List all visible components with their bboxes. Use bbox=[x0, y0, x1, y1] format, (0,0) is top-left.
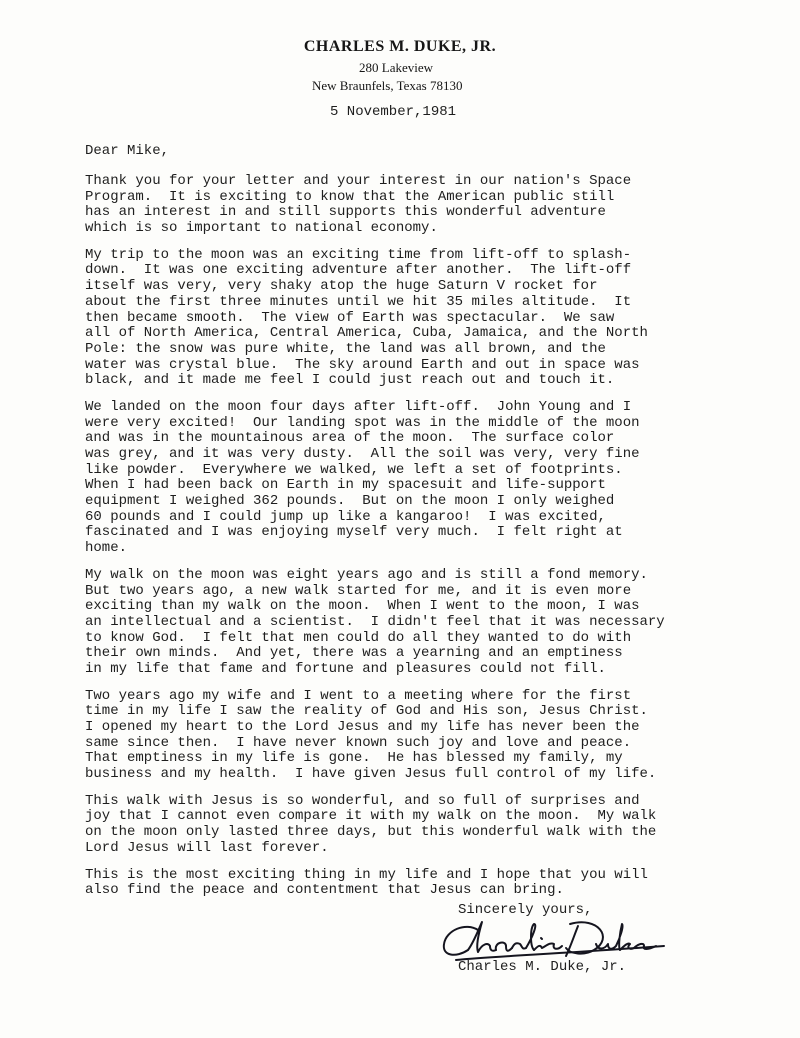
text-line: an intellectual and a scientist. I didn't feel that it was necessary bbox=[85, 613, 665, 630]
paragraph bbox=[85, 794, 785, 857]
text-line: My trip to the moon was an exciting time from lift-off to splash- bbox=[85, 246, 632, 263]
text-line: fascinated and I was enjoying myself very much. I felt right at bbox=[85, 524, 623, 541]
signer-name: Charles M. Duke, Jr. bbox=[458, 959, 627, 975]
letter-body bbox=[85, 174, 785, 910]
text-line: down. It was one exciting adventure after another. The lift-off bbox=[85, 262, 632, 279]
letter-date: 5 November,1981 bbox=[330, 104, 457, 120]
text-line: joy that I cannot even compare it with my walk on the moon. My walk bbox=[85, 808, 657, 825]
text-line: Thank you for your letter and your interest in our nation's Space bbox=[85, 173, 632, 189]
text-line: was grey, and it was very dusty. All the soil was very, very fine bbox=[85, 446, 640, 462]
text-line: water was crystal blue. The sky around Earth and out in space was bbox=[85, 356, 640, 373]
text-line: which is so important to national economy. bbox=[85, 220, 438, 237]
text-line: This is the most exciting thing in my life and I hope that you will bbox=[85, 866, 648, 883]
salutation: Dear Mike, bbox=[85, 143, 170, 159]
text-line: time in my life I saw the reality of God and His son, Jesus Christ. bbox=[85, 703, 648, 720]
text-line: I opened my heart to the Lord Jesus and my life has never been the bbox=[85, 719, 640, 735]
paragraph bbox=[85, 568, 785, 678]
text-line: That emptiness in my life is gone. He has blessed my family, my bbox=[85, 750, 623, 767]
paragraph bbox=[85, 248, 785, 389]
text-line: black, and it made me feel I could just reach out and touch it. bbox=[85, 372, 615, 389]
paragraph bbox=[85, 174, 785, 237]
text-line: their own minds. And yet, there was a yearning and an emptiness bbox=[85, 645, 623, 662]
text-line: Two years ago my wife and I went to a meeting where for the first bbox=[85, 687, 632, 704]
text-line: all of North America, Central America, Cuba, Jamaica, and the North bbox=[85, 325, 648, 342]
text-line: also find the peace and contentment that Jesus can bring. bbox=[85, 882, 564, 899]
text-line: about the first three minutes until we hit 35 miles altitude. It bbox=[85, 293, 632, 310]
text-line: But two years ago, a new walk started for me, and it is even more bbox=[85, 582, 632, 599]
paragraph bbox=[85, 868, 785, 899]
text-line: We landed on the moon four days after lift-off. John Young and I bbox=[85, 398, 632, 415]
text-line: This walk with Jesus is so wonderful, and so full of surprises and bbox=[85, 792, 640, 809]
paragraph bbox=[85, 689, 785, 783]
text-line: Program. It is exciting to know that the American public still bbox=[85, 188, 615, 205]
text-line: home. bbox=[85, 540, 128, 557]
text-line: equipment I weighed 362 pounds. But on the moon I only weighed bbox=[85, 493, 615, 510]
text-line: in my life that fame and fortune and pleasures could not fill. bbox=[85, 660, 606, 677]
text-line: Lord Jesus will last forever. bbox=[85, 839, 329, 856]
text-line: My walk on the moon was eight years ago and is still a fond memory. bbox=[85, 566, 648, 583]
text-line: and was in the mountainous area of the moon. The surface color bbox=[85, 430, 615, 447]
text-line: exciting than my walk on the moon. When I went to the moon, I was bbox=[85, 598, 640, 615]
letterhead-city: New Braunfels, Texas 78130 bbox=[312, 78, 463, 93]
text-line: then became smooth. The view of Earth was spectacular. We saw bbox=[85, 309, 615, 326]
letterhead-street: 280 Lakeview bbox=[359, 60, 434, 75]
text-line: 60 pounds and I could jump up like a kangaroo! I was excited, bbox=[85, 508, 606, 525]
text-line: same since then. I have never known such joy and love and peace. bbox=[85, 734, 632, 751]
text-line: has an interest in and still supports this wonderful adventure bbox=[85, 204, 606, 221]
text-line: Pole: the snow was pure white, the land was all brown, and the bbox=[85, 340, 606, 357]
paragraph bbox=[85, 400, 785, 557]
text-line: were very excited! Our landing spot was in the middle of the moon bbox=[85, 414, 640, 431]
text-line: on the moon only lasted three days, but this wonderful walk with the bbox=[85, 824, 657, 841]
closing: Sincerely yours, bbox=[458, 902, 593, 918]
letterhead-name: CHARLES M. DUKE, JR. bbox=[303, 38, 497, 55]
text-line: to know God. I felt that men could do all they wanted to do with bbox=[85, 629, 632, 646]
text-line: business and my health. I have given Jesus full control of my life. bbox=[85, 766, 657, 783]
text-line: like powder. Everywhere we walked, we left a set of footprints. bbox=[85, 461, 623, 478]
text-line: itself was very, very shaky atop the huge Saturn V rocket for bbox=[85, 278, 598, 295]
text-line: When I had been back on Earth in my spacesuit and life-support bbox=[85, 477, 606, 494]
